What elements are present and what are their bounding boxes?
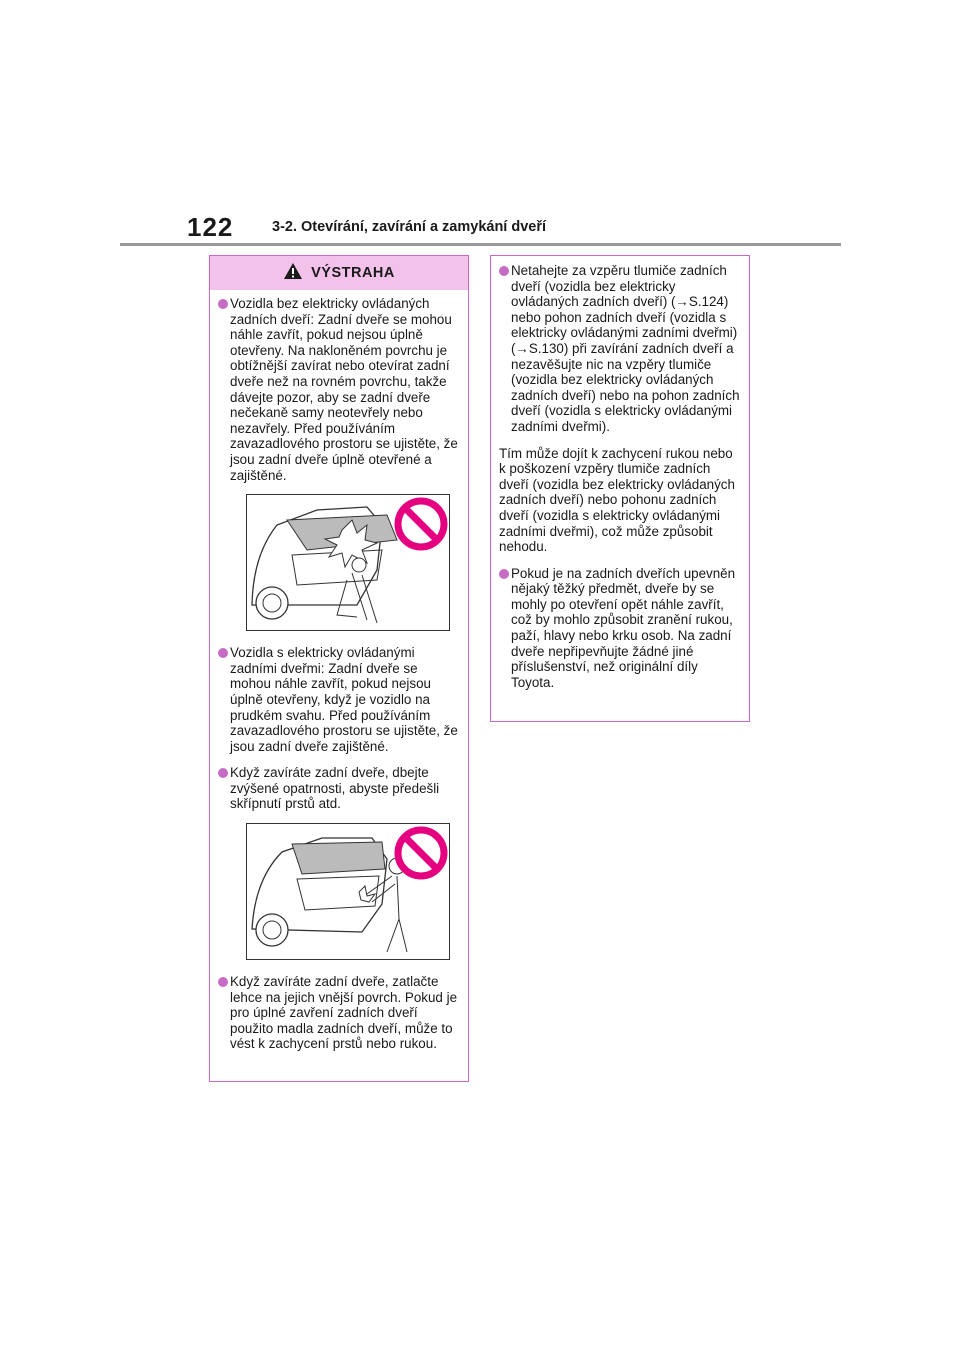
header-divider bbox=[120, 243, 841, 246]
warning-box-right bbox=[490, 255, 750, 722]
illustration-closing-tailgate-head bbox=[246, 494, 450, 631]
section-title: 3-2. Otevírání, zavírání a zamykání dveří bbox=[272, 219, 547, 235]
warning-item: Netahejte za vzpěru tlumiče zadních dveří (vozidla bez elektricky ovládaných zadních dveří) (→S.124) nebo pohon zadních dveří (vozidla s elektricky ovládanými zadními dveřmi) (→S.130) při zavírání zadních dveří a nezavěšujte nic na vzpěry tlumiče (vozidla bez elektricky ovládaných zadních dveří) nebo na pohon zadních dveří (vozidla s elektricky ovládanými zadními dveřmi). bbox=[499, 263, 741, 435]
warning-item: Když zavíráte zadní dveře, zatlačte lehce na jejich vnější povrch. Pokud je pro úplné zavření zadních dveří použito madla zadních dveří, může to vést k zachycení prstů nebo rukou. bbox=[218, 974, 460, 1052]
warning-item: Vozidla s elektricky ovládanými zadními dveřmi: Zadní dveře se mohou náhle zavřít, pokud nejsou úplně otevřeny, když je vozidlo na prudkém svahu. Před používáním zavazadlového prostoru se ujistěte, že jsou zadní dveře zajištěné. bbox=[218, 645, 460, 754]
warning-item: Když zavíráte zadní dveře, dbejte zvýšené opatrnosti, abyste předešli skřípnutí prstů atd. bbox=[218, 765, 460, 812]
warning-item: Vozidla bez elektricky ovládaných zadních dveří: Zadní dveře se mohou náhle zavřít, pokud nejsou úplně otevřeny. Na nakloněném povrchu je obtížnější zavírat nebo otevírat zadní dveře než na rovném povrchu, takže dávejte pozor, aby se zadní dveře nečekaně samy neotevřely nebo nezavřely. Před používáním zavazadlového prostoru se ujistěte, že jsou zadní dveře úplně otevřené a zajištěné. bbox=[218, 296, 460, 483]
warning-header bbox=[210, 256, 468, 290]
bullet-icon bbox=[499, 569, 509, 579]
bullet-icon bbox=[218, 977, 228, 987]
bullet-icon bbox=[218, 648, 228, 658]
warning-triangle-icon bbox=[283, 262, 303, 285]
warning-item: Pokud je na zadních dveřích upevněn nějaký těžký předmět, dveře by se mohly po otevření opět náhle zavřít, což by mohlo způsobit zranění rukou, paží, hlavy nebo krku osob. Na zadní dveře nepřipevňujte žádné jiné příslušenství, než originální díly Toyota. bbox=[499, 566, 741, 691]
bullet-icon bbox=[499, 266, 509, 276]
warning-box-left bbox=[209, 255, 469, 1082]
page-number: 122 bbox=[187, 212, 234, 242]
warning-paragraph: Tím může dojít k zachycení rukou nebo k poškození vzpěry tlumiče zadních dveří (vozidla bez elektricky ovládaných zadních dveří) nebo pohonu zadních dveří (vozidla s elektricky ovládanými zadními dveřmi), což může způsobit nehodu. bbox=[499, 445, 735, 555]
warning-title: VÝSTRAHA bbox=[311, 265, 395, 281]
bullet-icon bbox=[218, 768, 228, 778]
bullet-icon bbox=[218, 299, 228, 309]
illustration-pinched-fingers bbox=[246, 823, 450, 960]
